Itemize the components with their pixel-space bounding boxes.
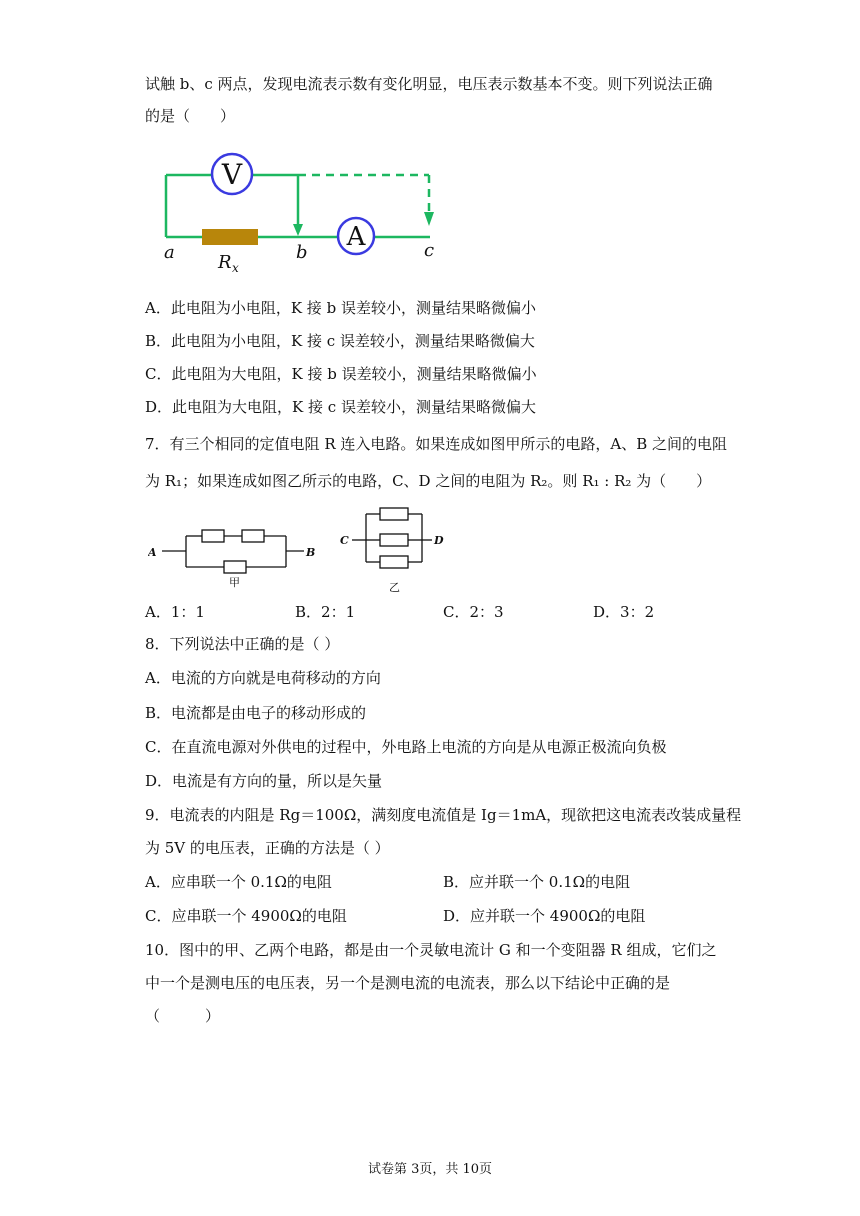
q7-option-c: C．2：3 — [443, 603, 504, 621]
fig-jia-terminal-b: B — [306, 546, 316, 559]
q7-stem-line2: 为 R₁；如果连成如图乙所示的电路，C、D 之间的电阻为 R₂。则 R₁ : R₂ 为（ ） — [145, 472, 712, 490]
resistor-rx-label: R — [218, 252, 232, 272]
voltmeter-label: V — [221, 158, 243, 191]
q8-option-a: A．电流的方向就是电荷移动的方向 — [145, 669, 381, 687]
q6-option-a: A．此电阻为小电阻，K 接 b 误差较小，测量结果略微偏小 — [145, 299, 536, 317]
q7-option-d: D．3：2 — [593, 603, 655, 621]
node-a-label: a — [164, 242, 175, 263]
q7-figure-jia — [148, 520, 320, 592]
q8-option-b: B．电流都是由电子的移动形成的 — [145, 704, 367, 722]
q6-option-c: C．此电阻为大电阻，K 接 b 误差较小，测量结果略微偏小 — [145, 365, 537, 383]
q9-stem-line2: 为 5V 的电压表，正确的方法是（ ） — [145, 839, 390, 857]
q10-stem-line1: 10．图中的甲、乙两个电路，都是由一个灵敏电流计 G 和一个变阻器 R 组成，它们之 — [145, 941, 717, 959]
resistor-rx-subscript: x — [232, 261, 239, 272]
fig-yi-terminal-d: D — [434, 534, 444, 547]
q9-stem-line1: 9．电流表的内阻是 Rg＝100Ω，满刻度电流值是 Ig＝1mA，现欲把这电流表改装成量程 — [145, 806, 742, 824]
q7-option-a: A．1：1 — [145, 603, 205, 621]
ammeter-label: A — [346, 222, 366, 252]
node-c-label: c — [424, 240, 435, 261]
q9-option-c: C．应串联一个 4900Ω的电阻 — [145, 907, 347, 925]
resistor-rx — [202, 229, 258, 245]
q9-option-a: A．应串联一个 0.1Ω的电阻 — [145, 873, 332, 891]
page-footer: 试卷第 3页，共 10页 — [367, 1162, 493, 1177]
q6-option-b: B．此电阻为小电阻，K 接 c 误差较小，测量结果略微偏大 — [145, 332, 535, 350]
fig-jia-caption: 甲 — [229, 576, 240, 589]
fig-jia-terminal-a: A — [148, 546, 157, 559]
q8-option-c: C．在直流电源对外供电的过程中，外电路上电流的方向是从电源正极流向负极 — [145, 738, 667, 756]
q6-circuit-figure — [150, 148, 450, 272]
q7-figure-yi — [340, 500, 450, 596]
q7-stem-line1: 7．有三个相同的定值电阻 R 连入电路。如果连成如图甲所示的电路，A、B 之间的电阻 — [145, 435, 728, 453]
node-b-label: b — [296, 242, 308, 263]
q9-option-d: D．应并联一个 4900Ω的电阻 — [443, 907, 646, 925]
q8-stem: 8．下列说法中正确的是（ ） — [145, 635, 340, 653]
q8-option-d: D．电流是有方向的量，所以是矢量 — [145, 772, 383, 790]
q10-stem-line2: 中一个是测电压的电压表，另一个是测电流的电流表，那么以下结论中正确的是 — [145, 974, 671, 992]
q6-stem-line2: 的是（ ） — [145, 107, 236, 125]
q7-option-b: B．2：1 — [295, 603, 356, 621]
fig-yi-caption: 乙 — [389, 581, 400, 594]
q10-stem-line3: （ ） — [145, 1007, 221, 1025]
q6-option-d: D．此电阻为大电阻，K 接 c 误差较小，测量结果略微偏大 — [145, 398, 536, 416]
q6-stem-line1: 试触 b、c 两点，发现电流表示数有变化明显，电压表示数基本不变。则下列说法正确 — [145, 75, 713, 93]
fig-yi-terminal-c: C — [340, 534, 349, 547]
q9-option-b: B．应并联一个 0.1Ω的电阻 — [443, 873, 631, 891]
